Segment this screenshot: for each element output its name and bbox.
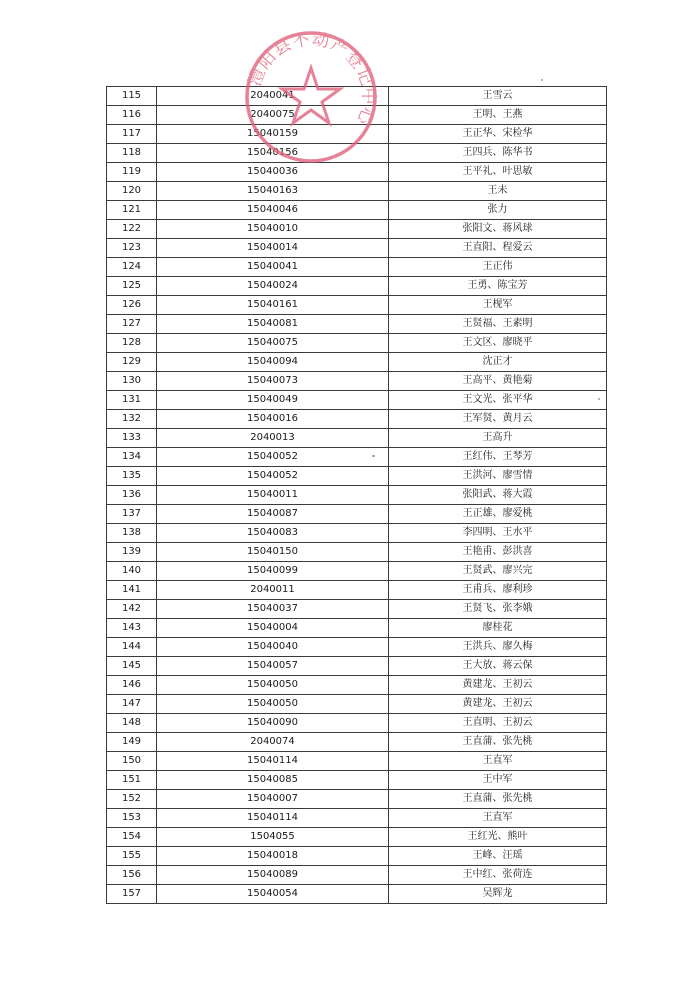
table-row: [107, 695, 607, 714]
row-number-cell: 136: [107, 486, 157, 505]
parcel-code-cell: 15040087: [157, 505, 389, 524]
owner-name-cell: 王明、王燕: [389, 106, 607, 125]
parcel-code-cell: 15040014: [157, 239, 389, 258]
table-row: [107, 163, 607, 182]
table-row: [107, 144, 607, 163]
row-number-cell: 126: [107, 296, 157, 315]
scan-speck: [372, 455, 375, 457]
row-number-cell: 142: [107, 600, 157, 619]
table-row: [107, 714, 607, 733]
table-row: [107, 524, 607, 543]
parcel-code-cell: 15040024: [157, 277, 389, 296]
row-number-cell: 122: [107, 220, 157, 239]
parcel-code-cell: 15040159: [157, 125, 389, 144]
row-number-cell: 149: [107, 733, 157, 752]
table-row: [107, 866, 607, 885]
table-row: [107, 353, 607, 372]
owner-name-cell: 王军贤、黄月云: [389, 410, 607, 429]
parcel-code-cell: 15040094: [157, 353, 389, 372]
row-number-cell: 145: [107, 657, 157, 676]
owner-name-cell: 王大放、蒋云保: [389, 657, 607, 676]
table-row: [107, 752, 607, 771]
owner-name-cell: 王平礼、叶思敏: [389, 163, 607, 182]
parcel-code-cell: 15040163: [157, 182, 389, 201]
owner-name-cell: 王甫兵、廖利珍: [389, 581, 607, 600]
row-number-cell: 148: [107, 714, 157, 733]
table-row: [107, 657, 607, 676]
owner-name-cell: 王四兵、陈华书: [389, 144, 607, 163]
parcel-code-cell: 15040016: [157, 410, 389, 429]
row-number-cell: 118: [107, 144, 157, 163]
owner-name-cell: 王文区、廖晓平: [389, 334, 607, 353]
owner-name-cell: 王贤飞、张李娥: [389, 600, 607, 619]
row-number-cell: 123: [107, 239, 157, 258]
parcel-code-cell: 15040150: [157, 543, 389, 562]
table-row: [107, 315, 607, 334]
row-number-cell: 147: [107, 695, 157, 714]
table-row: [107, 486, 607, 505]
parcel-code-cell: 15040052: [157, 467, 389, 486]
owner-name-cell: 王红光、熊叶: [389, 828, 607, 847]
table-row: [107, 600, 607, 619]
table-body: [107, 87, 607, 904]
row-number-cell: 137: [107, 505, 157, 524]
row-number-cell: 131: [107, 391, 157, 410]
table-row: [107, 258, 607, 277]
table-row: [107, 847, 607, 866]
owner-name-cell: 王枧军: [389, 296, 607, 315]
row-number-cell: 132: [107, 410, 157, 429]
owner-name-cell: 李四明、王水平: [389, 524, 607, 543]
owner-name-cell: 王高平、黄艳菊: [389, 372, 607, 391]
row-number-cell: 140: [107, 562, 157, 581]
parcel-code-cell: 15040010: [157, 220, 389, 239]
owner-name-cell: 王直蒲、张先桃: [389, 790, 607, 809]
row-number-cell: 129: [107, 353, 157, 372]
row-number-cell: 157: [107, 885, 157, 904]
owner-name-cell: 王中军: [389, 771, 607, 790]
owner-name-cell: 王贤福、王素明: [389, 315, 607, 334]
owner-name-cell: 王洪河、廖雪情: [389, 467, 607, 486]
row-number-cell: 135: [107, 467, 157, 486]
parcel-code-cell: 15040049: [157, 391, 389, 410]
parcel-code-cell: 15040041: [157, 258, 389, 277]
parcel-code-cell: 15040036: [157, 163, 389, 182]
parcel-code-cell: 15040083: [157, 524, 389, 543]
table-row: [107, 638, 607, 657]
owner-name-cell: 王中红、张荷连: [389, 866, 607, 885]
table-row: [107, 87, 607, 106]
parcel-code-cell: 15040057: [157, 657, 389, 676]
row-number-cell: 146: [107, 676, 157, 695]
row-number-cell: 153: [107, 809, 157, 828]
table-row: [107, 676, 607, 695]
owner-name-cell: 王正雄、廖爱桃: [389, 505, 607, 524]
parcel-code-cell: 15040018: [157, 847, 389, 866]
parcel-code-cell: 2040011: [157, 581, 389, 600]
table-row: [107, 372, 607, 391]
table-row: [107, 391, 607, 410]
table-row: [107, 220, 607, 239]
parcel-code-cell: 15040089: [157, 866, 389, 885]
parcel-code-cell: 15040090: [157, 714, 389, 733]
parcel-code-cell: 15040099: [157, 562, 389, 581]
owner-name-cell: 廖桂花: [389, 619, 607, 638]
owner-name-cell: 张阳武、蒋大霞: [389, 486, 607, 505]
row-number-cell: 156: [107, 866, 157, 885]
table-row: [107, 334, 607, 353]
parcel-code-cell: 15040011: [157, 486, 389, 505]
parcel-code-cell: 2040041: [157, 87, 389, 106]
row-number-cell: 124: [107, 258, 157, 277]
row-number-cell: 139: [107, 543, 157, 562]
owner-name-cell: 沈正才: [389, 353, 607, 372]
parcel-code-cell: 1504055: [157, 828, 389, 847]
row-number-cell: 128: [107, 334, 157, 353]
row-number-cell: 154: [107, 828, 157, 847]
row-number-cell: 130: [107, 372, 157, 391]
row-number-cell: 133: [107, 429, 157, 448]
owner-name-cell: 张力: [389, 201, 607, 220]
owner-name-cell: 王文光、张平华: [389, 391, 607, 410]
row-number-cell: 134: [107, 448, 157, 467]
parcel-code-cell: 15040081: [157, 315, 389, 334]
table-row: [107, 505, 607, 524]
parcel-code-cell: 2040013: [157, 429, 389, 448]
parcel-code-cell: 15040114: [157, 752, 389, 771]
table-row: [107, 106, 607, 125]
parcel-code-cell: 2040075: [157, 106, 389, 125]
parcel-code-cell: 15040052: [157, 448, 389, 467]
table-row: [107, 581, 607, 600]
parcel-code-cell: 15040114: [157, 809, 389, 828]
row-number-cell: 138: [107, 524, 157, 543]
owner-name-cell: 王贤武、廖兴完: [389, 562, 607, 581]
registration-table: [106, 86, 607, 904]
table-row: [107, 277, 607, 296]
owner-name-cell: 黄建龙、王初云: [389, 695, 607, 714]
row-number-cell: 120: [107, 182, 157, 201]
owner-name-cell: 王洪兵、廖久梅: [389, 638, 607, 657]
parcel-code-cell: 15040085: [157, 771, 389, 790]
owner-name-cell: 王直阳、程爱云: [389, 239, 607, 258]
parcel-code-cell: 15040004: [157, 619, 389, 638]
row-number-cell: 116: [107, 106, 157, 125]
parcel-code-cell: 15040073: [157, 372, 389, 391]
table-row: [107, 296, 607, 315]
table-row: [107, 828, 607, 847]
table-row: [107, 809, 607, 828]
scan-speck: [598, 398, 600, 400]
table-row: [107, 125, 607, 144]
table-row: [107, 790, 607, 809]
scan-speck: [541, 79, 543, 81]
table-row: [107, 239, 607, 258]
table-row: [107, 410, 607, 429]
row-number-cell: 115: [107, 87, 157, 106]
row-number-cell: 144: [107, 638, 157, 657]
parcel-code-cell: 15040046: [157, 201, 389, 220]
parcel-code-cell: 15040050: [157, 676, 389, 695]
table-row: [107, 733, 607, 752]
owner-name-cell: 王高升: [389, 429, 607, 448]
parcel-code-cell: 15040054: [157, 885, 389, 904]
row-number-cell: 152: [107, 790, 157, 809]
parcel-code-cell: 2040074: [157, 733, 389, 752]
owner-name-cell: 王艳甫、彭洪喜: [389, 543, 607, 562]
owner-name-cell: 王雪云: [389, 87, 607, 106]
owner-name-cell: 王未: [389, 182, 607, 201]
owner-name-cell: 王正华、宋检华: [389, 125, 607, 144]
parcel-code-cell: 15040075: [157, 334, 389, 353]
table-row: [107, 201, 607, 220]
parcel-code-cell: 15040037: [157, 600, 389, 619]
owner-name-cell: 王直蒲、张先桃: [389, 733, 607, 752]
row-number-cell: 143: [107, 619, 157, 638]
row-number-cell: 127: [107, 315, 157, 334]
owner-name-cell: 王直军: [389, 809, 607, 828]
table-row: [107, 543, 607, 562]
table-row: [107, 182, 607, 201]
owner-name-cell: 王直明、王初云: [389, 714, 607, 733]
owner-name-cell: 张阳文、蒋风球: [389, 220, 607, 239]
row-number-cell: 150: [107, 752, 157, 771]
row-number-cell: 141: [107, 581, 157, 600]
owner-name-cell: 王勇、陈宝芳: [389, 277, 607, 296]
table-row: [107, 467, 607, 486]
parcel-code-cell: 15040040: [157, 638, 389, 657]
table-row: [107, 885, 607, 904]
row-number-cell: 121: [107, 201, 157, 220]
seal-text: 澧阳县不动产登记中心: [245, 29, 379, 128]
row-number-cell: 151: [107, 771, 157, 790]
table-row: [107, 771, 607, 790]
owner-name-cell: 黄建龙、王初云: [389, 676, 607, 695]
table-row: [107, 619, 607, 638]
row-number-cell: 155: [107, 847, 157, 866]
row-number-cell: 117: [107, 125, 157, 144]
owner-name-cell: 王直军: [389, 752, 607, 771]
parcel-code-cell: 15040050: [157, 695, 389, 714]
table-row: [107, 429, 607, 448]
owner-name-cell: 吴辉龙: [389, 885, 607, 904]
row-number-cell: 119: [107, 163, 157, 182]
owner-name-cell: 王峰、汪瑶: [389, 847, 607, 866]
parcel-code-cell: 15040161: [157, 296, 389, 315]
table-row: [107, 562, 607, 581]
table-row: [107, 448, 607, 467]
owner-name-cell: 王红伟、王琴芳: [389, 448, 607, 467]
owner-name-cell: 王正伟: [389, 258, 607, 277]
parcel-code-cell: 15040007: [157, 790, 389, 809]
row-number-cell: 125: [107, 277, 157, 296]
parcel-code-cell: 15040156: [157, 144, 389, 163]
